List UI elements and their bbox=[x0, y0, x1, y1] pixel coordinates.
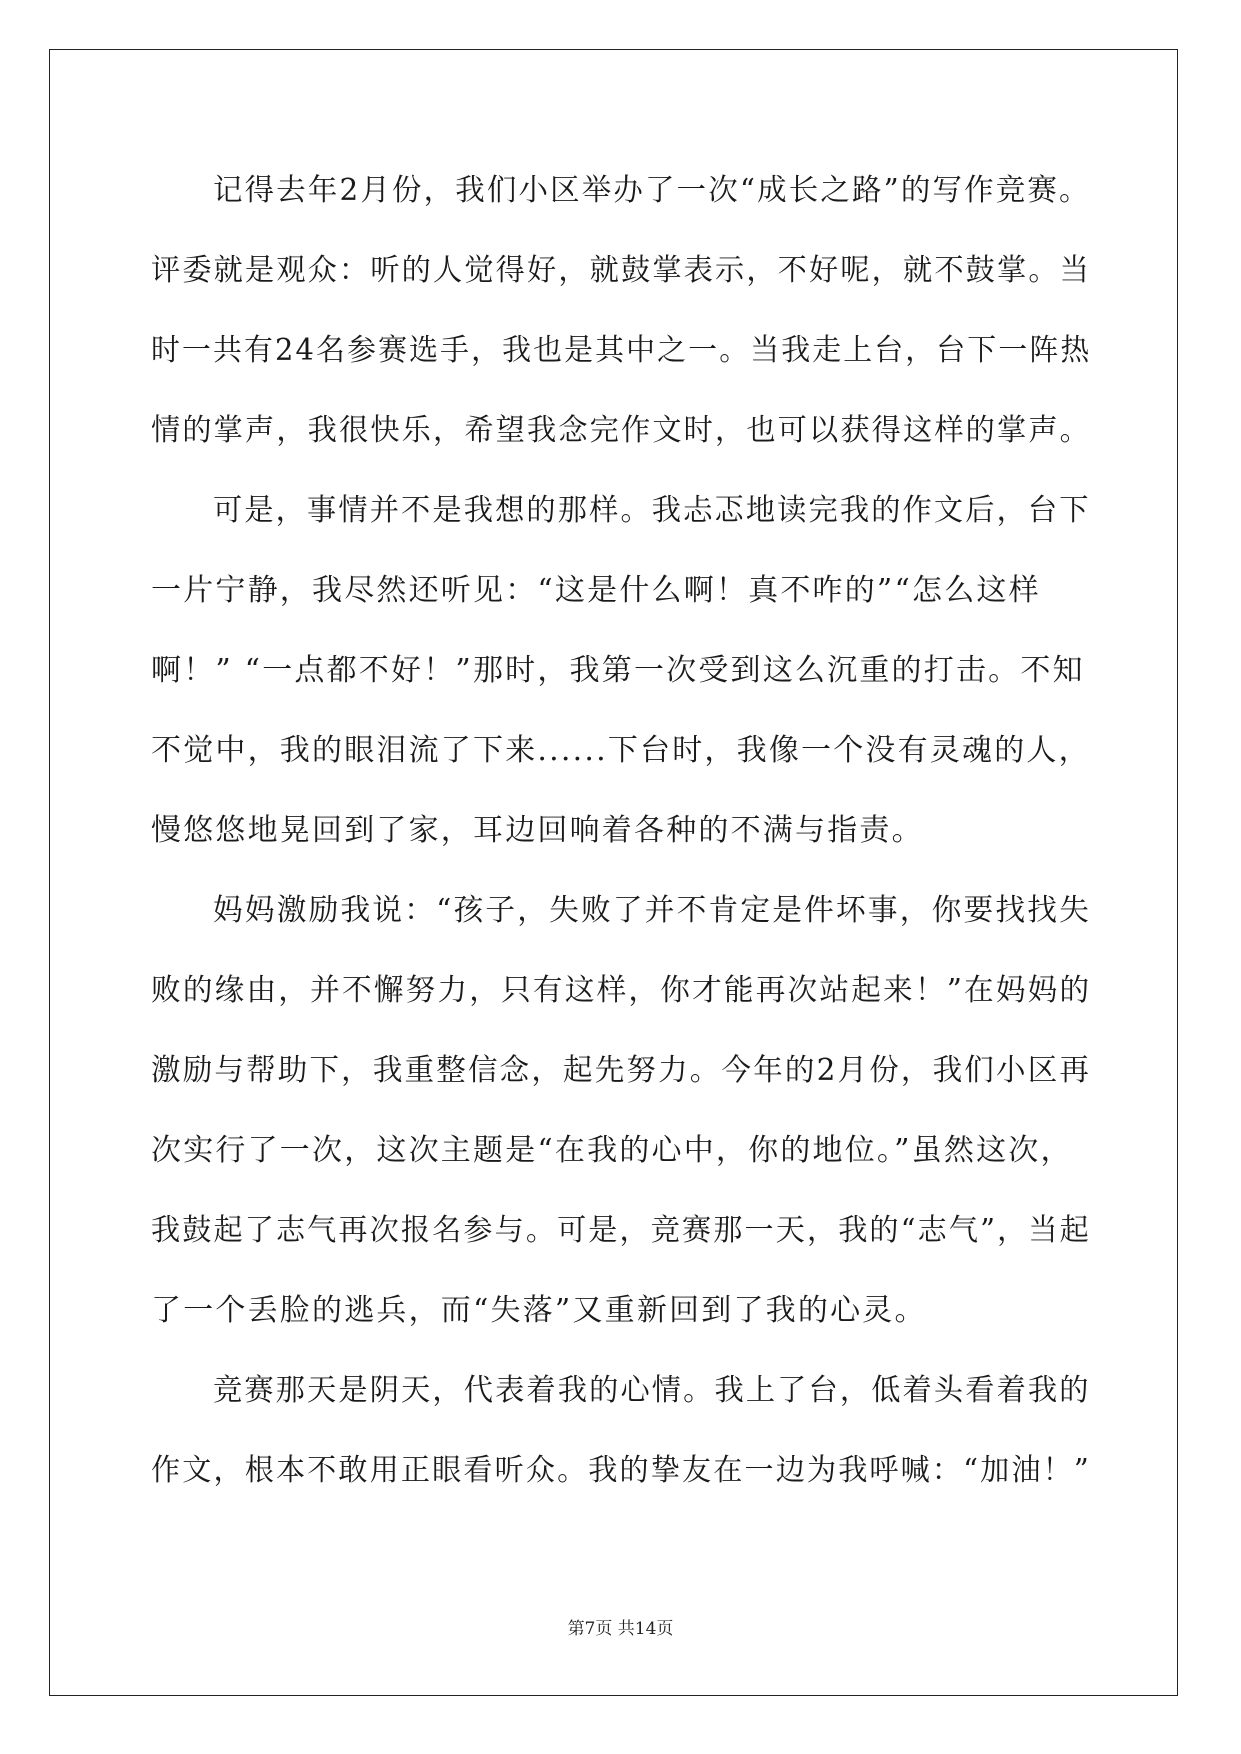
text-line: 慢悠悠地晃回到了家，耳边回响着各种的不满与指责。 bbox=[151, 813, 924, 848]
page-number-label: 第7页 共14页 bbox=[567, 1619, 674, 1639]
text-line: 激励与帮助下，我重整信念，起先努力。今年的2月份，我们小区再 bbox=[151, 1053, 1092, 1088]
page-footer bbox=[0, 1614, 1241, 1639]
text-line: 一片宁静，我尽然还听见：“这是什么啊！真不咋的”“怎么这样 bbox=[151, 573, 1041, 608]
text-line: 时一共有24名参赛选手，我也是其中之一。当我走上台，台下一阵热 bbox=[151, 333, 1092, 368]
text-line: 我鼓起了志气再次报名参与。可是，竞赛那一天，我的“志气”，当起 bbox=[151, 1213, 1091, 1248]
text-line: 竞赛那天是阴天，代表着我的心情。我上了台，低着头看着我的 bbox=[213, 1373, 1091, 1408]
text-line: 不觉中，我的眼泪流了下来......下台时，我像一个没有灵魂的人， bbox=[151, 733, 1091, 768]
text-line: 败的缘由，并不懈努力，只有这样，你才能再次站起来！”在妈妈的 bbox=[151, 973, 1092, 1008]
text-line: 情的掌声，我很快乐，希望我念完作文时，也可以获得这样的掌声。 bbox=[151, 413, 1091, 448]
text-line: 记得去年2月份，我们小区举办了一次“成长之路”的写作竞赛。 bbox=[213, 173, 1091, 208]
text-line: 次实行了一次，这次主题是“在我的心中，你的地位。”虽然这次， bbox=[151, 1133, 1073, 1168]
text-line: 作文，根本不敢用正眼看听众。我的挚友在一边为我呼喊：“加油！” bbox=[151, 1453, 1091, 1488]
text-line: 啊！” “一点都不好！”那时，我第一次受到这么沉重的打击。不知 bbox=[151, 653, 1085, 688]
text-line: 了一个丢脸的逃兵，而“失落”又重新回到了我的心灵。 bbox=[151, 1293, 927, 1328]
text-line: 妈妈激励我说：“孩子，失败了并不肯定是件坏事，你要找找失 bbox=[213, 893, 1091, 928]
text-line: 可是，事情并不是我想的那样。我忐忑地读完我的作文后，台下 bbox=[213, 493, 1091, 528]
page-border bbox=[49, 49, 1178, 1696]
text-line: 评委就是观众：听的人觉得好，就鼓掌表示，不好呢，就不鼓掌。当 bbox=[151, 253, 1091, 288]
